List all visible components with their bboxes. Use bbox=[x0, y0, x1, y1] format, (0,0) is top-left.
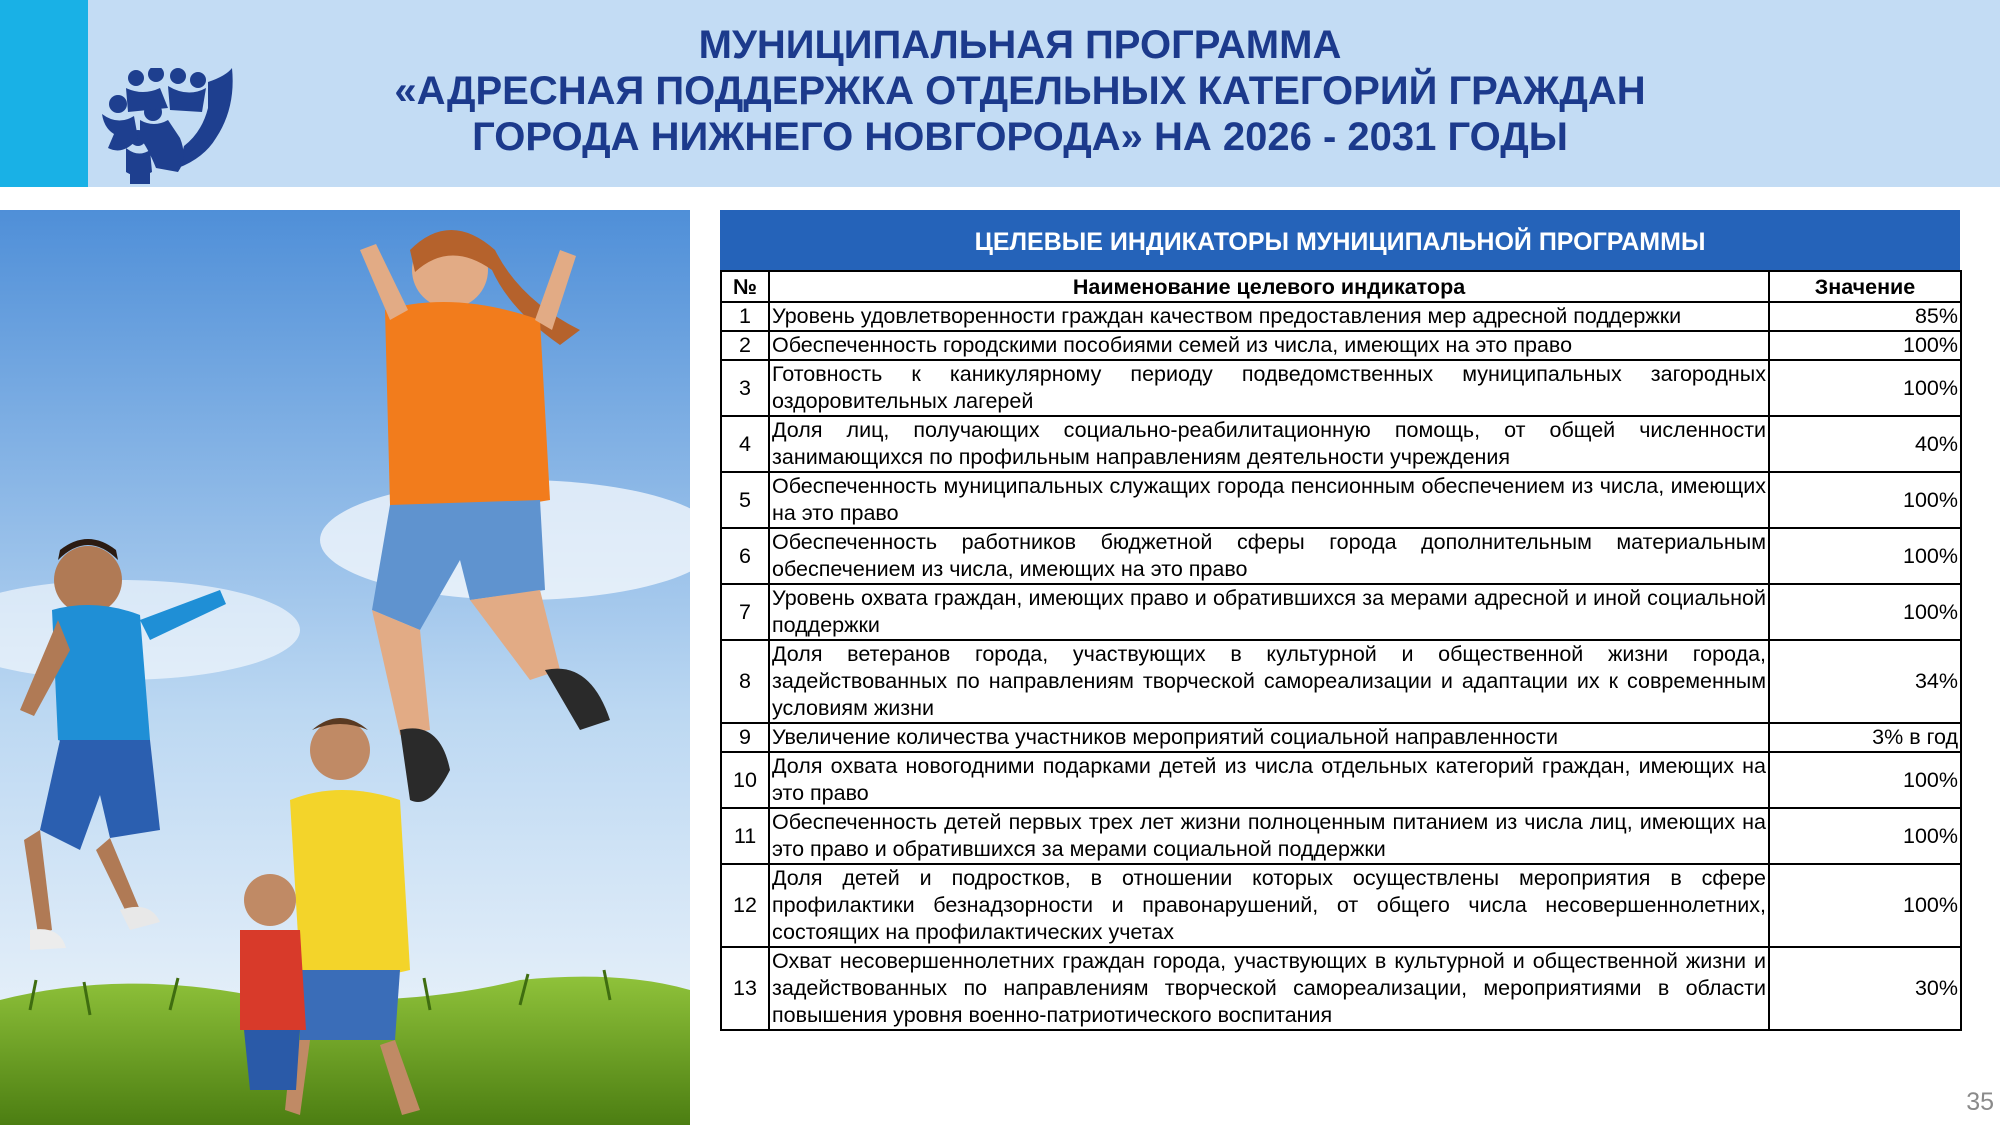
indicators-table bbox=[720, 270, 1962, 1031]
cell-name: Доля охвата новогодними подарками детей из числа отдельных категорий граждан, имеющих на это право bbox=[769, 752, 1769, 808]
table-row bbox=[721, 331, 1961, 360]
table-row bbox=[721, 302, 1961, 331]
cell-num: 6 bbox=[721, 528, 769, 584]
cell-num: 8 bbox=[721, 640, 769, 723]
cell-value: 100% bbox=[1769, 752, 1961, 808]
cell-name: Обеспеченность городскими пособиями семей из числа, имеющих на это право bbox=[769, 331, 1769, 360]
cell-num: 11 bbox=[721, 808, 769, 864]
children-jumping-photo bbox=[0, 210, 690, 1125]
table-row bbox=[721, 584, 1961, 640]
cell-value: 100% bbox=[1769, 808, 1961, 864]
cell-num: 13 bbox=[721, 947, 769, 1030]
cell-num: 3 bbox=[721, 360, 769, 416]
cell-name: Уровень охвата граждан, имеющих право и обратившихся за мерами адресной и иной социальной поддержки bbox=[769, 584, 1769, 640]
cell-value: 100% bbox=[1769, 864, 1961, 947]
cell-name: Доля детей и подростков, в отношении которых осуществлены мероприятия в сфере профилактики безнадзорности и правонарушений, от общего числа несовершеннолетних, состоящих на профилактических учетах bbox=[769, 864, 1769, 947]
cell-name: Обеспеченность детей первых трех лет жизни полноценным питанием из числа лиц, имеющих на это право и обратившихся за мерами социальной поддержки bbox=[769, 808, 1769, 864]
table-caption: ЦЕЛЕВЫЕ ИНДИКАТОРЫ МУНИЦИПАЛЬНОЙ ПРОГРАММЫ bbox=[720, 210, 1960, 270]
table-row bbox=[721, 864, 1961, 947]
table-row bbox=[721, 528, 1961, 584]
cell-name: Доля ветеранов города, участвующих в культурной и общественной жизни города, задействованных по направлениям творческой самореализации и адаптации их к современным условиям жизни bbox=[769, 640, 1769, 723]
cell-value: 85% bbox=[1769, 302, 1961, 331]
page-title bbox=[280, 22, 1760, 160]
cell-name: Уровень удовлетворенности граждан качеством предоставления мер адресной поддержки bbox=[769, 302, 1769, 331]
cell-name: Доля лиц, получающих социально-реабилитационную помощь, от общей численности занимающихся по профильным направлениям деятельности учреждения bbox=[769, 416, 1769, 472]
cell-name: Охват несовершеннолетних граждан города, участвующих в культурной и общественной жизни и задействованных по направлениям творческой самореализации, мероприятиями в области повышения уровня военно-патриотического воспитания bbox=[769, 947, 1769, 1030]
column-header-num: № bbox=[721, 271, 769, 302]
cell-value: 100% bbox=[1769, 584, 1961, 640]
table-row bbox=[721, 472, 1961, 528]
title-line-1: МУНИЦИПАЛЬНАЯ ПРОГРАММА bbox=[698, 23, 1342, 67]
cell-value: 100% bbox=[1769, 331, 1961, 360]
cell-name: Готовность к каникулярному периоду подведомственных муниципальных загородных оздоровительных лагерей bbox=[769, 360, 1769, 416]
table-row bbox=[721, 808, 1961, 864]
cell-num: 7 bbox=[721, 584, 769, 640]
cell-value: 100% bbox=[1769, 360, 1961, 416]
cell-num: 10 bbox=[721, 752, 769, 808]
table-row bbox=[721, 752, 1961, 808]
table-row bbox=[721, 640, 1961, 723]
cell-name: Обеспеченность муниципальных служащих города пенсионным обеспечением из числа, имеющих на это право bbox=[769, 472, 1769, 528]
family-people-icon bbox=[98, 68, 238, 186]
cell-value: 40% bbox=[1769, 416, 1961, 472]
page-number: 35 bbox=[1966, 1088, 1994, 1116]
table-row bbox=[721, 947, 1961, 1030]
column-header-name: Наименование целевого индикатора bbox=[769, 271, 1769, 302]
cell-num: 12 bbox=[721, 864, 769, 947]
cell-value: 100% bbox=[1769, 472, 1961, 528]
table-row bbox=[721, 360, 1961, 416]
table-header-row bbox=[721, 271, 1961, 302]
cell-num: 5 bbox=[721, 472, 769, 528]
cell-num: 9 bbox=[721, 723, 769, 752]
cell-value: 100% bbox=[1769, 528, 1961, 584]
title-line-3: ГОРОДА НИЖНЕГО НОВГОРОДА» НА 2026 - 2031 ГОДЫ bbox=[472, 115, 1568, 159]
header-bar bbox=[0, 0, 2000, 187]
cell-num: 1 bbox=[721, 302, 769, 331]
table-row bbox=[721, 723, 1961, 752]
cell-name: Обеспеченность работников бюджетной сферы города дополнительным материальным обеспечением из числа, имеющих на это право bbox=[769, 528, 1769, 584]
title-line-2: «АДРЕСНАЯ ПОДДЕРЖКА ОТДЕЛЬНЫХ КАТЕГОРИЙ ГРАЖДАН bbox=[394, 69, 1646, 113]
cell-num: 4 bbox=[721, 416, 769, 472]
cell-value: 30% bbox=[1769, 947, 1961, 1030]
cell-name: Увеличение количества участников мероприятий социальной направленности bbox=[769, 723, 1769, 752]
cell-value: 34% bbox=[1769, 640, 1961, 723]
column-header-value: Значение bbox=[1769, 271, 1961, 302]
cell-num: 2 bbox=[721, 331, 769, 360]
indicators-table-container bbox=[720, 210, 1960, 1031]
header-accent-stripe bbox=[0, 0, 88, 187]
cell-value: 3% в год bbox=[1769, 723, 1961, 752]
table-row bbox=[721, 416, 1961, 472]
